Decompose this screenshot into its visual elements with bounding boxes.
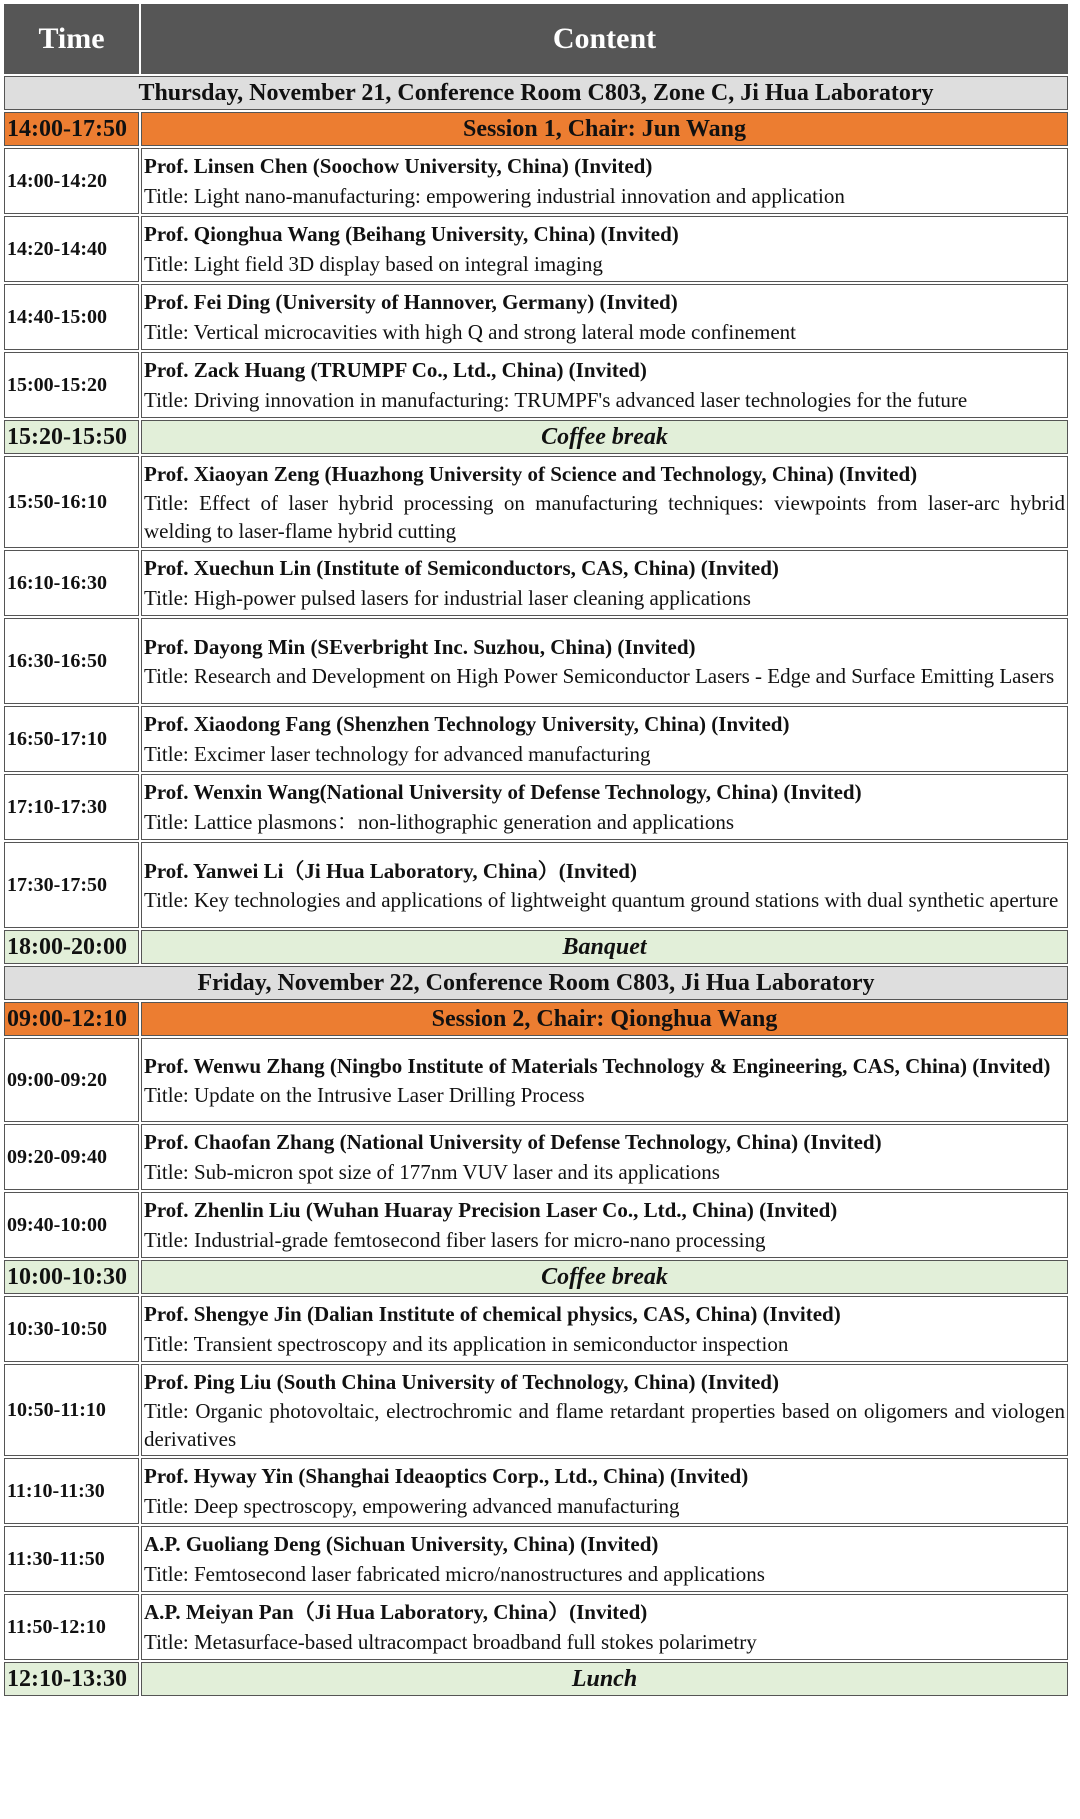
speaker-name: Prof. Fei Ding (University of Hannover, Germany) (Invited) [144, 290, 678, 314]
speaker-name: Prof. Qionghua Wang (Beihang University, China) (Invited) [144, 222, 679, 246]
talk-content [141, 456, 1068, 548]
talk-time: 10:30-10:50 [4, 1296, 139, 1362]
date-row [4, 966, 1068, 1000]
talk-time: 15:50-16:10 [4, 456, 139, 548]
content-column-header: Content [141, 4, 1068, 74]
talk-title: Title: Deep spectroscopy, empowering advanced manufacturing [144, 1494, 680, 1518]
talk-time: 16:50-17:10 [4, 706, 139, 772]
talk-title: Title: Lattice plasmons：non-lithographic generation and applications [144, 810, 735, 834]
talk-row [4, 618, 1068, 704]
talk-row [4, 284, 1068, 350]
talk-content [141, 1594, 1068, 1660]
speaker-name: Prof. Xuechun Lin (Institute of Semiconductors, CAS, China) (Invited) [144, 556, 779, 580]
speaker-name: Prof. Hyway Yin (Shanghai Ideaoptics Corp., Ltd., China) (Invited) [144, 1464, 749, 1488]
talk-row [4, 1526, 1068, 1592]
talk-row [4, 774, 1068, 840]
date-heading: Friday, November 22, Conference Room C803, Ji Hua Laboratory [4, 966, 1068, 1000]
talk-time: 16:10-16:30 [4, 550, 139, 616]
speaker-name: Prof. Shengye Jin (Dalian Institute of chemical physics, CAS, China) (Invited) [144, 1302, 841, 1326]
break-row [4, 930, 1068, 964]
talk-title: Title: Excimer laser technology for advanced manufacturing [144, 742, 651, 766]
talk-content [141, 706, 1068, 772]
time-column-header: Time [4, 4, 139, 74]
date-row [4, 76, 1068, 110]
talk-content [141, 1526, 1068, 1592]
talk-row [4, 842, 1068, 928]
talk-content [141, 216, 1068, 282]
talk-row [4, 456, 1068, 548]
speaker-name: A.P. Guoliang Deng (Sichuan University, China) (Invited) [144, 1532, 659, 1556]
break-time: 12:10-13:30 [4, 1662, 139, 1696]
talk-time: 14:40-15:00 [4, 284, 139, 350]
session-heading: Session 1, Chair: Jun Wang [141, 112, 1068, 146]
talk-content [141, 550, 1068, 616]
talk-row [4, 216, 1068, 282]
talk-title: Title: Industrial-grade femtosecond fiber lasers for micro-nano processing [144, 1228, 766, 1252]
talk-row [4, 1124, 1068, 1190]
talk-content [141, 1038, 1068, 1122]
talk-content [141, 284, 1068, 350]
speaker-name: A.P. Meiyan Pan（Ji Hua Laboratory, China）(Invited) [144, 1600, 648, 1624]
talk-title: Title: Light nano-manufacturing: empowering industrial innovation and application [144, 184, 845, 208]
talk-title: Title: Sub-micron spot size of 177nm VUV laser and its applications [144, 1160, 720, 1184]
header-row [4, 4, 1068, 74]
talk-row [4, 550, 1068, 616]
talk-time: 09:00-09:20 [4, 1038, 139, 1122]
break-row [4, 1662, 1068, 1696]
talk-title: Title: High-power pulsed lasers for industrial laser cleaning applications [144, 586, 751, 610]
talk-content [141, 1364, 1068, 1456]
speaker-name: Prof. Wenwu Zhang (Ningbo Institute of Materials Technology & Engineering, CAS, China) (Invited) [144, 1054, 1051, 1078]
speaker-name: Prof. Zhenlin Liu (Wuhan Huaray Precision Laser Co., Ltd., China) (Invited) [144, 1198, 838, 1222]
break-time: 18:00-20:00 [4, 930, 139, 964]
talk-row [4, 1296, 1068, 1362]
talk-row [4, 1038, 1068, 1122]
talk-title: Title: Light field 3D display based on integral imaging [144, 252, 603, 276]
talk-row [4, 706, 1068, 772]
talk-title: Title: Transient spectroscopy and its application in semiconductor inspection [144, 1332, 789, 1356]
talk-time: 16:30-16:50 [4, 618, 139, 704]
talk-title: Title: Vertical microcavities with high Q and strong lateral mode confinement [144, 320, 797, 344]
session-time: 14:00-17:50 [4, 112, 139, 146]
talk-time: 14:20-14:40 [4, 216, 139, 282]
talk-content [141, 352, 1068, 418]
break-time: 10:00-10:30 [4, 1260, 139, 1294]
session-row [4, 1002, 1068, 1036]
speaker-name: Prof. Chaofan Zhang (National University of Defense Technology, China) (Invited) [144, 1130, 882, 1154]
break-row [4, 420, 1068, 454]
talk-title: Title: Effect of laser hybrid processing on manufacturing techniques: viewpoints from laser-arc hybrid welding to laser-flame hybrid cutting [144, 491, 1065, 543]
talk-content [141, 842, 1068, 928]
speaker-name: Prof. Dayong Min (SEverbright Inc. Suzhou, China) (Invited) [144, 635, 696, 659]
session-row [4, 112, 1068, 146]
break-label: Banquet [141, 930, 1068, 964]
talk-time: 10:50-11:10 [4, 1364, 139, 1456]
talk-title: Title: Femtosecond laser fabricated micro/nanostructures and applications [144, 1562, 765, 1586]
talk-title: Title: Update on the Intrusive Laser Drilling Process [144, 1083, 585, 1107]
talk-title: Title: Key technologies and applications of lightweight quantum ground stations with dual synthetic aperture [144, 888, 1059, 912]
talk-row [4, 148, 1068, 214]
talk-time: 17:10-17:30 [4, 774, 139, 840]
talk-time: 15:00-15:20 [4, 352, 139, 418]
session-heading: Session 2, Chair: Qionghua Wang [141, 1002, 1068, 1036]
break-label: Coffee break [141, 420, 1068, 454]
talk-time: 14:00-14:20 [4, 148, 139, 214]
talk-time: 09:20-09:40 [4, 1124, 139, 1190]
talk-content [141, 618, 1068, 704]
talk-title: Title: Driving innovation in manufacturing: TRUMPF's advanced laser technologies for the future [144, 388, 968, 412]
break-label: Lunch [141, 1662, 1068, 1696]
speaker-name: Prof. Yanwei Li（Ji Hua Laboratory, China）(Invited) [144, 859, 637, 883]
break-row [4, 1260, 1068, 1294]
talk-content [141, 1124, 1068, 1190]
break-label: Coffee break [141, 1260, 1068, 1294]
talk-row [4, 1192, 1068, 1258]
date-heading: Thursday, November 21, Conference Room C803, Zone C, Ji Hua Laboratory [4, 76, 1068, 110]
schedule-table [2, 2, 1070, 1698]
speaker-name: Prof. Xiaodong Fang (Shenzhen Technology University, China) (Invited) [144, 712, 790, 736]
talk-title: Title: Research and Development on High Power Semiconductor Lasers - Edge and Surface Emitting Lasers [144, 664, 1055, 688]
talk-time: 11:30-11:50 [4, 1526, 139, 1592]
talk-time: 11:50-12:10 [4, 1594, 139, 1660]
talk-content [141, 1458, 1068, 1524]
speaker-name: Prof. Linsen Chen (Soochow University, China) (Invited) [144, 154, 653, 178]
talk-row [4, 1594, 1068, 1660]
talk-content [141, 1296, 1068, 1362]
talk-content [141, 774, 1068, 840]
talk-title: Title: Organic photovoltaic, electrochromic and flame retardant properties based on oligomers and viologen derivatives [144, 1399, 1065, 1451]
talk-content [141, 1192, 1068, 1258]
talk-content [141, 148, 1068, 214]
talk-row [4, 352, 1068, 418]
talk-title: Title: Metasurface-based ultracompact broadband full stokes polarimetry [144, 1630, 757, 1654]
speaker-name: Prof. Ping Liu (South China University of Technology, China) (Invited) [144, 1370, 779, 1394]
session-time: 09:00-12:10 [4, 1002, 139, 1036]
talk-time: 09:40-10:00 [4, 1192, 139, 1258]
talk-row [4, 1364, 1068, 1456]
talk-time: 17:30-17:50 [4, 842, 139, 928]
break-time: 15:20-15:50 [4, 420, 139, 454]
talk-row [4, 1458, 1068, 1524]
speaker-name: Prof. Wenxin Wang(National University of Defense Technology, China) (Invited) [144, 780, 862, 804]
talk-time: 11:10-11:30 [4, 1458, 139, 1524]
speaker-name: Prof. Xiaoyan Zeng (Huazhong University of Science and Technology, China) (Invited) [144, 462, 918, 486]
speaker-name: Prof. Zack Huang (TRUMPF Co., Ltd., China) (Invited) [144, 358, 647, 382]
